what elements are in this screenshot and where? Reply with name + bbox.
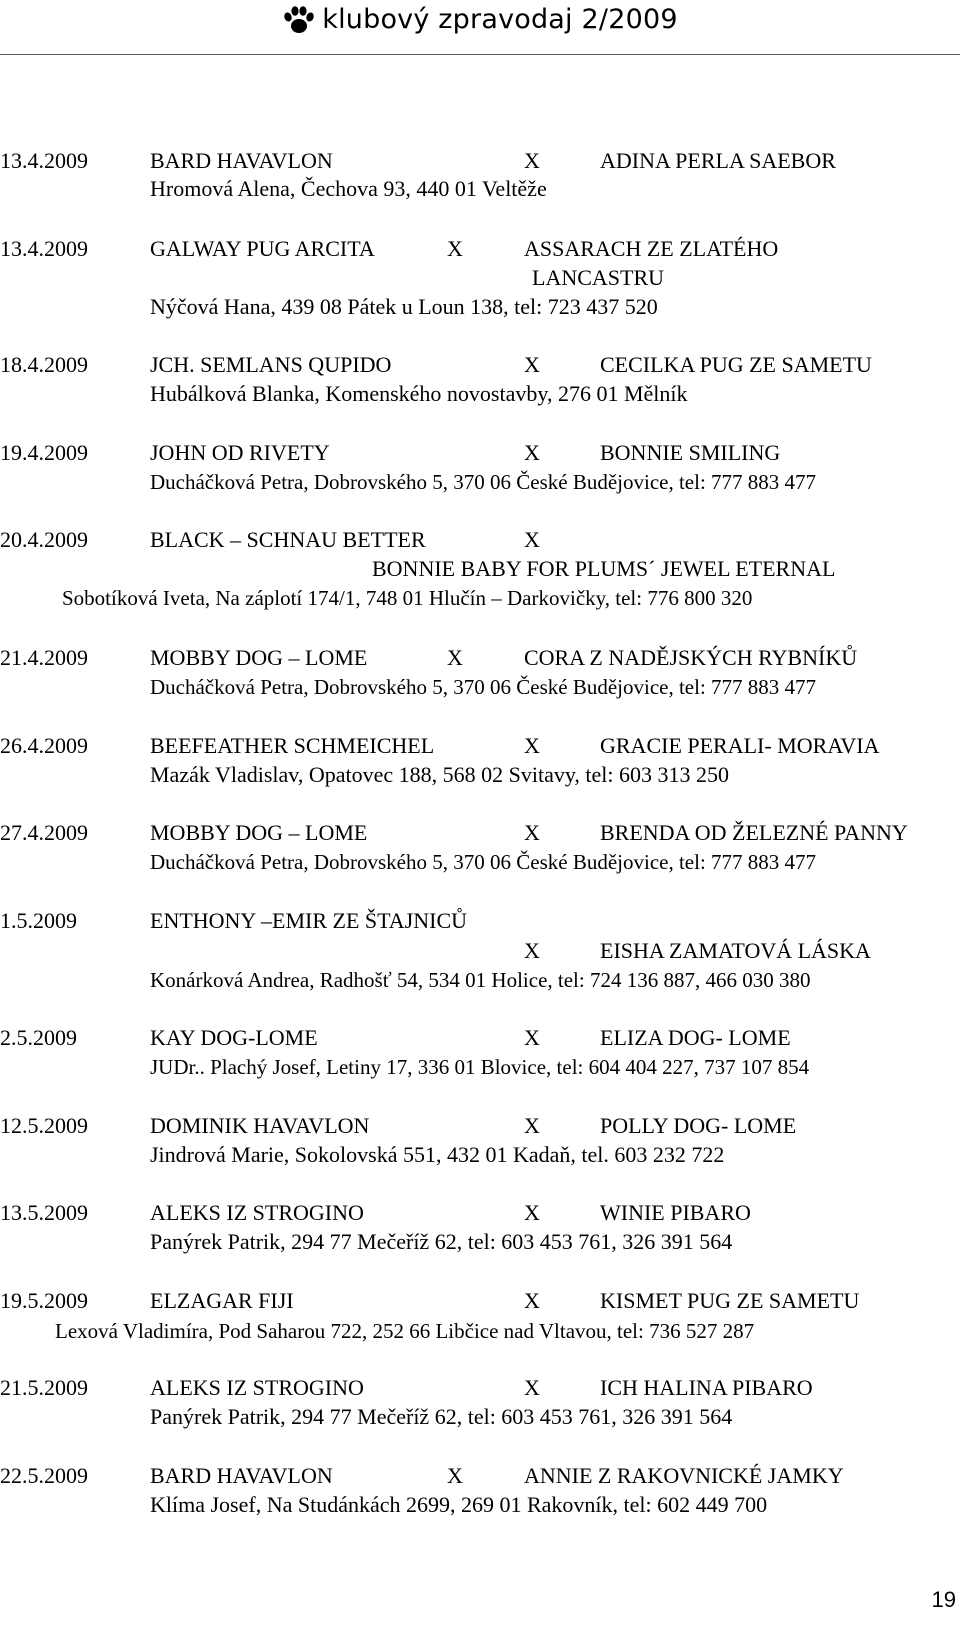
entry-owner: Panýrek Patrik, 294 77 Mečeříž 62, tel: 603 453 761, 326 391 564 (150, 1404, 733, 1429)
entry-sire: BARD HAVAVLON (150, 1463, 333, 1488)
entry-dam-continued: LANCASTRU (532, 265, 665, 290)
entry-cross-mark: X (524, 1113, 540, 1138)
entry-dam: ANNIE Z RAKOVNICKÉ JAMKY (524, 1463, 844, 1488)
entry-sire: BEEFEATHER SCHMEICHEL (150, 733, 435, 758)
entry-date: 27.4.2009 (0, 820, 88, 845)
entry-dam: BRENDA OD ŽELEZNÉ PANNY (600, 820, 908, 845)
entry-owner: Mazák Vladislav, Opatovec 188, 568 02 Svitavy, tel: 603 313 250 (150, 762, 730, 787)
entry-date: 21.5.2009 (0, 1375, 88, 1400)
entry-owner: Ducháčková Petra, Dobrovského 5, 370 06 České Budějovice, tel: 777 883 477 (150, 470, 817, 494)
entry-cross-mark: X (524, 1288, 540, 1313)
entry-owner: Hubálková Blanka, Komenského novostavby, 276 01 Mělník (150, 381, 688, 406)
entry-dam: GRACIE PERALI- MORAVIA (600, 733, 880, 758)
entry-owner: Ducháčková Petra, Dobrovského 5, 370 06 České Budějovice, tel: 777 883 477 (150, 675, 817, 699)
entry-cross-mark: X (524, 352, 540, 377)
entry-cross-mark: X (447, 1463, 463, 1488)
entry-date: 18.4.2009 (0, 352, 88, 377)
entry-sire: MOBBY DOG – LOME (150, 820, 368, 845)
entry-owner: Ducháčková Petra, Dobrovského 5, 370 06 České Budějovice, tel: 777 883 477 (150, 850, 817, 874)
entry-dam: WINIE PIBARO (600, 1200, 751, 1225)
entry-date: 13.4.2009 (0, 148, 88, 173)
entry-sire: GALWAY PUG ARCITA (150, 236, 375, 261)
entry-date: 26.4.2009 (0, 733, 88, 758)
entry-cross-mark: X (447, 236, 463, 261)
entry-sire: ALEKS IZ STROGINO (150, 1200, 364, 1225)
entry-dam-continued: BONNIE BABY FOR PLUMS´ JEWEL ETERNAL (372, 556, 836, 581)
entry-sire: BLACK – SCHNAU BETTER (150, 527, 426, 552)
entry-cross-mark: X (524, 527, 540, 552)
entry-dam: CECILKA PUG ZE SAMETU (600, 352, 872, 377)
entry-sire: ELZAGAR FIJI (150, 1288, 294, 1313)
entry-owner: Klíma Josef, Na Studánkách 2699, 269 01 Rakovník, tel: 602 449 700 (150, 1492, 768, 1517)
entry-cross-mark: X (447, 645, 463, 670)
entry-cross-mark: X (524, 440, 540, 465)
entry-sire: BARD HAVAVLON (150, 148, 333, 173)
entry-owner: JUDr.. Plachý Josef, Letiny 17, 336 01 Blovice, tel: 604 404 227, 737 107 854 (150, 1055, 810, 1079)
page-number: 19 (931, 1587, 956, 1612)
entry-date: 20.4.2009 (0, 527, 88, 552)
entry-date: 21.4.2009 (0, 645, 88, 670)
entry-date: 1.5.2009 (0, 908, 77, 933)
entry-owner: Hromová Alena, Čechova 93, 440 01 Veltěže (150, 176, 547, 201)
entry-dam: KISMET PUG ZE SAMETU (600, 1288, 860, 1313)
entry-cross-mark: X (524, 938, 540, 963)
entry-owner: Jindrová Marie, Sokolovská 551, 432 01 Kadaň, tel. 603 232 722 (150, 1142, 725, 1167)
entry-sire: ALEKS IZ STROGINO (150, 1375, 364, 1400)
entry-sire: KAY DOG-LOME (150, 1025, 318, 1050)
entry-sire: MOBBY DOG – LOME (150, 645, 368, 670)
entry-dam: ELIZA DOG- LOME (600, 1025, 791, 1050)
entry-date: 19.5.2009 (0, 1288, 88, 1313)
entry-date: 13.5.2009 (0, 1200, 88, 1225)
entry-sire: JCH. SEMLANS QUPIDO (150, 352, 392, 377)
entry-sire: ENTHONY –EMIR ZE ŠTAJNICŮ (150, 908, 468, 933)
entry-dam: ADINA PERLA SAEBOR (600, 148, 836, 173)
page-header (0, 4, 960, 48)
entry-date: 22.5.2009 (0, 1463, 88, 1488)
entry-dam: EISHA ZAMATOVÁ LÁSKA (600, 938, 871, 963)
newsletter-title: klubový zpravodaj 2/2009 (322, 4, 678, 35)
entry-owner: Sobotíková Iveta, Na záplotí 174/1, 748 01 Hlučín – Darkovičky, tel: 776 800 320 (62, 586, 753, 610)
entry-owner: Panýrek Patrik, 294 77 Mečeříž 62, tel: 603 453 761, 326 391 564 (150, 1229, 733, 1254)
entry-owner: Konárková Andrea, Radhošť 54, 534 01 Holice, tel: 724 136 887, 466 030 380 (150, 968, 811, 992)
header-divider (0, 54, 960, 55)
paw-print-icon (282, 5, 316, 35)
entry-sire: DOMINIK HAVAVLON (150, 1113, 370, 1138)
entry-cross-mark: X (524, 1375, 540, 1400)
entry-dam: BONNIE SMILING (600, 440, 781, 465)
entry-date: 2.5.2009 (0, 1025, 77, 1050)
entry-owner: Lexová Vladimíra, Pod Saharou 722, 252 66 Libčice nad Vltavou, tel: 736 527 287 (55, 1319, 755, 1343)
entry-cross-mark: X (524, 820, 540, 845)
entry-cross-mark: X (524, 1025, 540, 1050)
entry-date: 19.4.2009 (0, 440, 88, 465)
entry-cross-mark: X (524, 733, 540, 758)
entry-dam: CORA Z NADĚJSKÝCH RYBNÍKŮ (524, 645, 858, 670)
entry-sire: JOHN OD RIVETY (150, 440, 330, 465)
entry-cross-mark: X (524, 148, 540, 173)
entry-dam: POLLY DOG- LOME (600, 1113, 797, 1138)
entry-dam: ASSARACH ZE ZLATÉHO (524, 236, 779, 261)
entry-date: 12.5.2009 (0, 1113, 88, 1138)
entry-date: 13.4.2009 (0, 236, 88, 261)
entry-dam: ICH HALINA PIBARO (600, 1375, 813, 1400)
entry-owner: Nýčová Hana, 439 08 Pátek u Loun 138, tel: 723 437 520 (150, 294, 658, 319)
entry-cross-mark: X (524, 1200, 540, 1225)
